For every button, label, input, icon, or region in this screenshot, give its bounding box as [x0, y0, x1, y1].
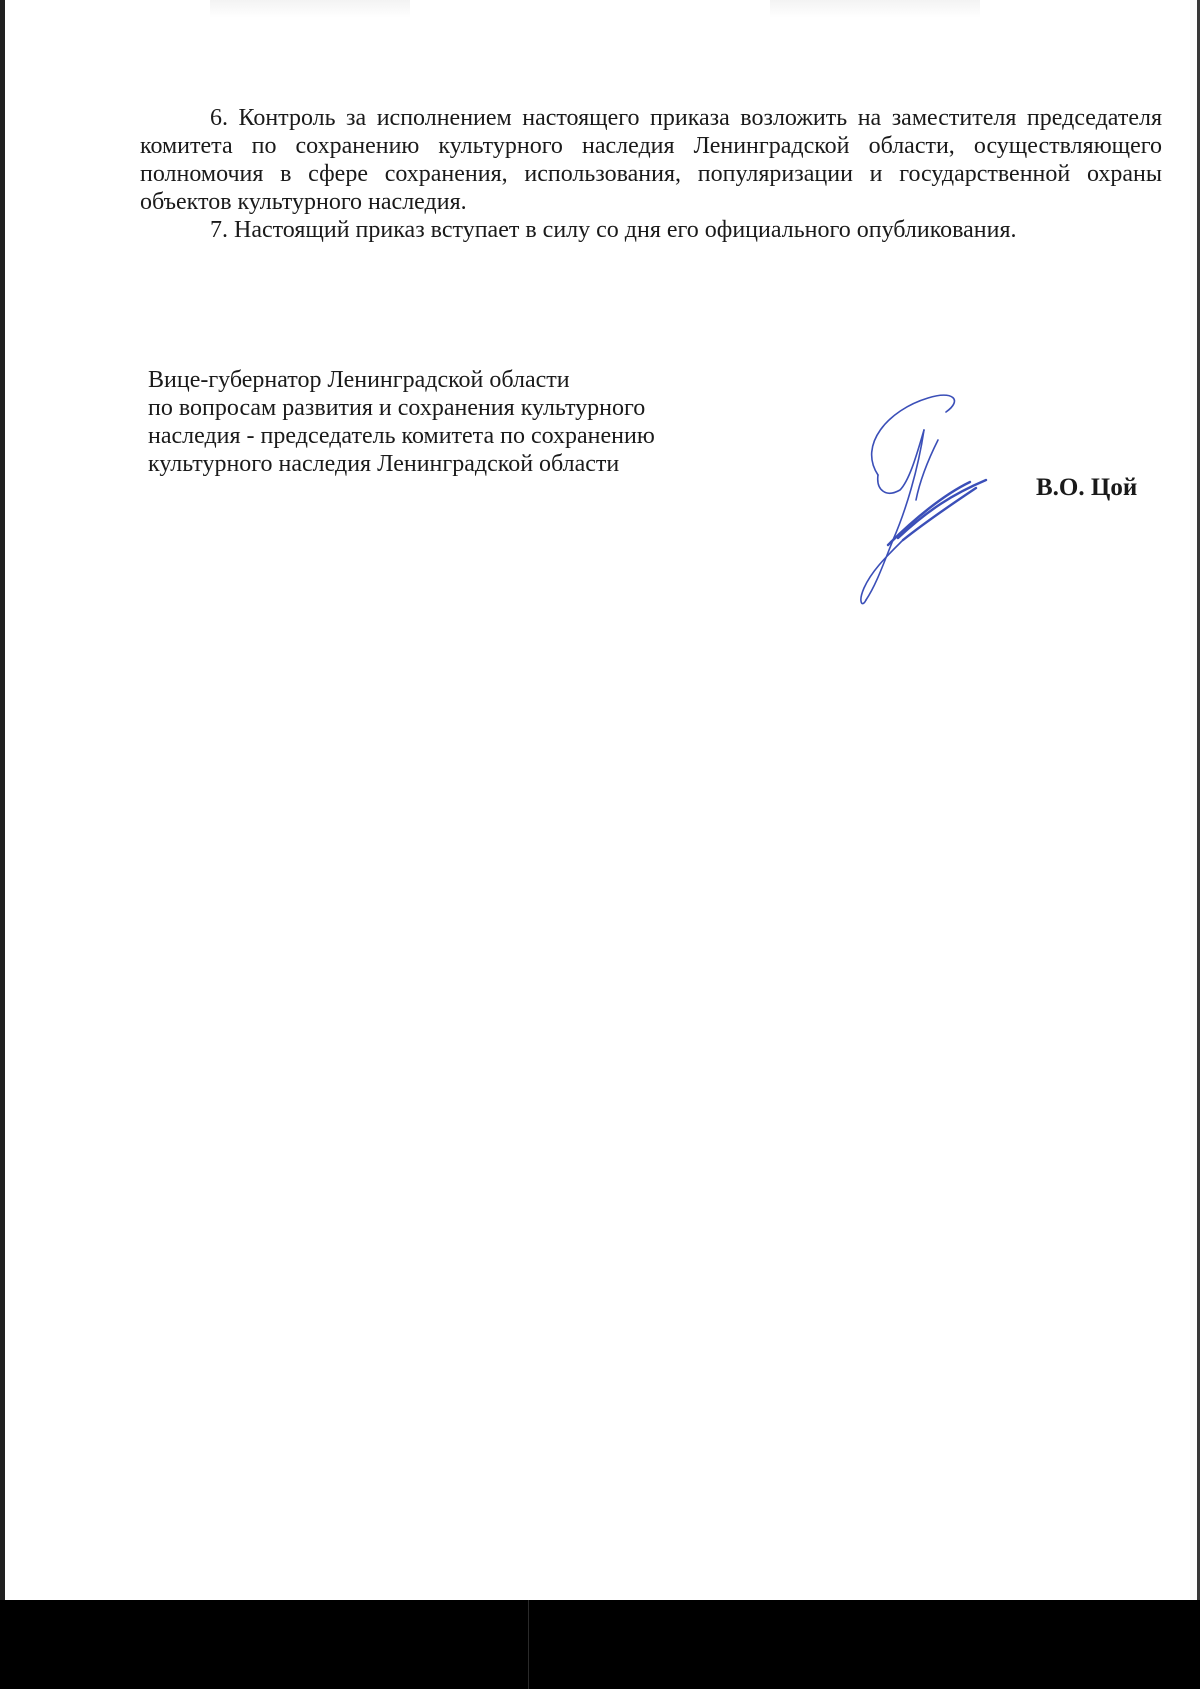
position-line: по вопросам развития и сохранения культурного: [148, 395, 646, 421]
scan-left-edge: [0, 0, 5, 1600]
position-line: культурного наследия Ленинградской области: [148, 451, 620, 477]
position-line: Вице-губернатор Ленинградской области: [148, 367, 570, 393]
signature-strokes: [861, 395, 986, 603]
paragraph-7: 7. Настоящий приказ вступает в силу со дня его официального опубликования.: [210, 217, 1017, 243]
scan-bottom-band: [0, 1600, 1200, 1689]
order-body: [140, 104, 1162, 244]
scan-artifact-right: [770, 0, 980, 18]
scan-artifact-left: [210, 0, 410, 18]
signatory-position: [148, 366, 768, 478]
signer-name: В.О. Цой: [1036, 474, 1138, 501]
signature-stroke: [916, 440, 938, 500]
position-line: наследия - председатель комитета по сохранению: [148, 423, 655, 449]
signature-stroke: [866, 430, 924, 600]
handwritten-signature: [858, 390, 1008, 610]
scan-seam: [528, 1600, 529, 1689]
signature-stroke: [861, 540, 903, 604]
signature-stroke: [903, 488, 976, 540]
paragraph-6: 6. Контроль за исполнением настоящего приказа возложить на заместителя председателя комитета по сохранению культурного наследия Ленинградской области, осуществляющего полномочия в сфере сохранения, использования, популяризации и государственной охраны объектов культурного наследия.: [140, 105, 1162, 215]
signature-stroke: [878, 430, 924, 493]
